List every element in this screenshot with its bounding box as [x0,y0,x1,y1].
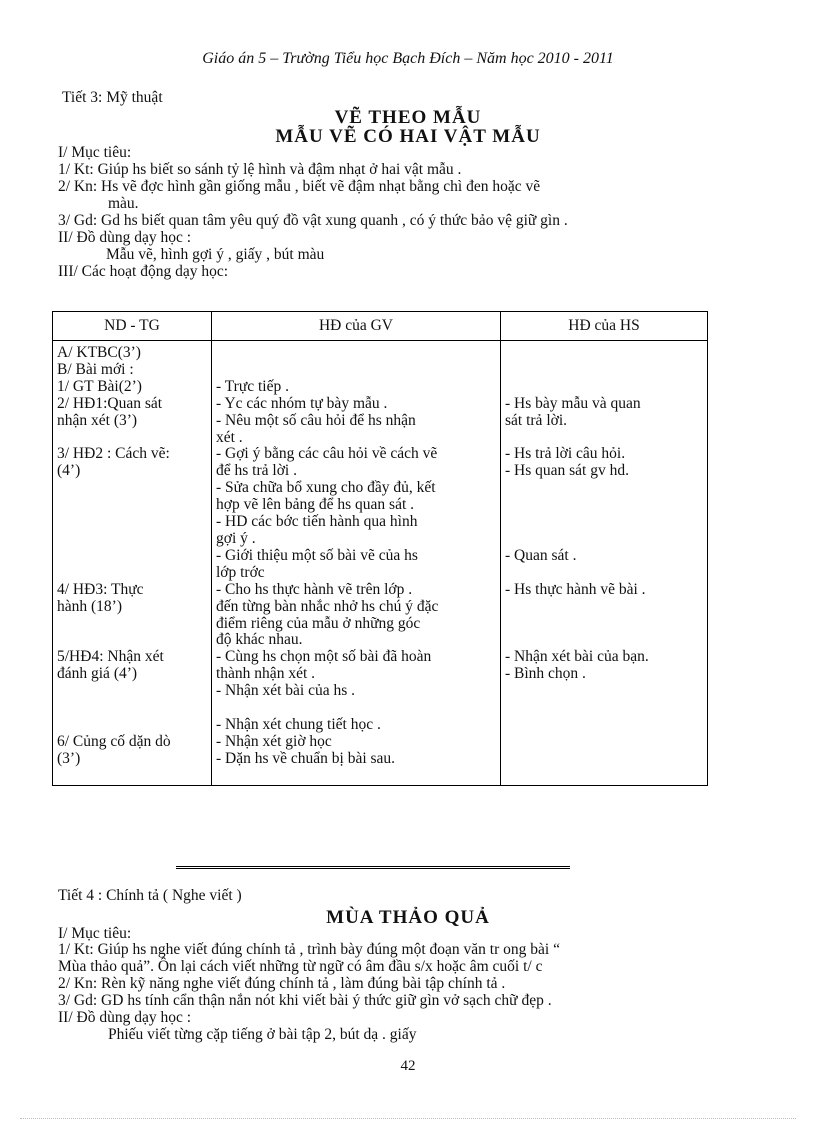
lesson2-materials-list: Phiếu viết từng cặp tiếng ở bài tập 2, bút dạ . giấy [108,1026,417,1043]
blank-line [57,497,207,514]
table-cell-line: - Cho hs thực hành vẽ trên lớp . [216,580,413,598]
blank-line [505,514,703,531]
table-cell-line: - Bình chọn . [505,665,586,683]
table-cell-line: 6/ Củng cố dặn dò [57,732,171,750]
lesson2-objective-knowledge-cont: Mùa thảo quả”. Ôn lại cách viết những từ ngữ có âm đầu s/x hoặc âm cuối t/ c [58,958,543,975]
table-cell-line: để hs trả lời . [216,462,297,480]
table-cell-line: - Hs thực hành vẽ bài . [505,580,646,598]
table-cell-line: xét . [216,428,243,446]
lesson2-period: Tiết 4 : Chính tả ( Nghe viết ) [58,887,242,904]
table-cell-line: B/ Bài mới : [57,360,134,378]
lesson-plan-table [52,311,708,786]
page-bottom-edge [20,1118,796,1119]
lesson2-title: MÙA THẢO QUẢ [326,907,490,928]
table-cell-line: đánh giá (4’) [57,665,138,683]
table-cell-line: thành nhận xét . [216,665,316,683]
table-cell-line: - Hs bày mẫu và quan [505,394,641,412]
blank-line [505,497,703,514]
blank-line [505,345,703,362]
table-cell-line: - Trực tiếp . [216,377,289,395]
blank-line [57,632,207,649]
table-cell-line: (4’) [57,462,81,480]
table-cell-line: - Hs trả lời câu hỏi. [505,445,626,463]
blank-line [505,632,703,649]
blank-line [505,480,703,497]
table-header-row [53,312,708,341]
objective-knowledge: 1/ Kt: Giúp hs biết so sánh tỷ lệ hình và đậm nhạt ở hai vật mẫu . [58,161,462,178]
materials-list: Mẫu vẽ, hình gợi ý , giấy , bút màu [106,246,325,263]
lesson2-objective-knowledge: 1/ Kt: Giúp hs nghe viết đúng chính tả , trình bày đúng một đoạn văn tr ong bài “ [58,941,560,958]
table-cell-line: - Nhận xét bài của bạn. [505,648,649,666]
blank-line [57,616,207,633]
table-cell-line: - Dặn hs về chuẩn bị bài sau. [216,749,396,767]
table-cell-line: - Quan sát . [505,546,577,564]
objective-attitude: 3/ Gd: Gd hs biết quan tâm yêu quý đồ vật xung quanh , có ý thức bảo vệ giữ gìn . [58,212,568,229]
table-cell-line: lớp trớc [216,563,265,581]
materials-heading: II/ Đồ dùng dạy học : [58,229,192,246]
lesson1-title-2: MẪU VẼ CÓ HAI VẬT MẪU [275,126,541,147]
lesson2-objective-skill: 2/ Kn: Rèn kỹ năng nghe viết đúng chính tả , làm đúng bài tập chính tả . [58,975,506,992]
blank-line [505,430,703,447]
table-cell-line: 2/ HĐ1:Quan sát [57,394,163,412]
blank-line [216,345,496,362]
lesson1-period: Tiết 3: Mỹ thuật [62,89,163,106]
table-cell-line: độ khác nhau. [216,631,303,649]
table-row [53,341,708,786]
table-header-student: HĐ của HS [501,312,708,341]
table-cell-line: 4/ HĐ3: Thực [57,580,144,598]
teacher-activity-column [212,341,501,786]
table-cell-line: - Sửa chữa bổ xung cho đầy đủ, kết [216,479,436,497]
section-divider [176,866,570,869]
lesson1-title-1: VẼ THEO MẪU [334,107,482,128]
table-cell-line: - Nhận xét giờ học [216,732,332,750]
blank-line [57,514,207,531]
student-activity-column [501,341,708,786]
table-cell-line: - Gợi ý bằng các câu hỏi về cách vẽ [216,445,438,463]
blank-line [216,362,496,379]
blank-line [216,700,496,717]
lesson2-objectives-heading: I/ Mục tiêu: [58,925,132,942]
table-cell-line: A/ KTBC(3’) [57,344,141,361]
table-header-teacher: HĐ của GV [212,312,501,341]
table-header-content-time: ND - TG [53,312,212,341]
table-cell-line: 3/ HĐ2 : Cách vẽ: [57,445,170,463]
blank-line [505,565,703,582]
table-cell-line: - Giới thiệu một số bài vẽ của hs [216,546,418,564]
blank-line [57,480,207,497]
objective-skill-cont: màu. [108,195,139,212]
blank-line [505,599,703,616]
activities-heading: III/ Các hoạt động dạy học: [58,263,229,280]
objectives-heading: I/ Mục tiêu: [58,144,132,161]
table-cell-line: 1/ GT Bài(2’) [57,377,142,395]
lesson2-materials-heading: II/ Đồ dùng dạy học : [58,1009,192,1026]
table-cell-line: đến từng bàn nhắc nhở hs chú ý đặc [216,597,439,615]
table-cell-line: hành (18’) [57,597,122,615]
blank-line [57,430,207,447]
page-number: 42 [400,1058,416,1074]
table-cell-line: 5/HĐ4: Nhận xét [57,648,164,666]
table-cell-line: nhận xét (3’) [57,411,138,429]
blank-line [505,362,703,379]
page-header: Giáo án 5 – Trường Tiểu học Bạch Đích – Năm học 2010 - 2011 [202,50,614,67]
blank-line [57,548,207,565]
table-cell-line: - Nhận xét chung tiết học . [216,715,381,733]
table-cell-line: (3’) [57,749,81,767]
blank-line [505,531,703,548]
blank-line [57,683,207,700]
table-cell-line: gợi ý . [216,529,256,547]
table-cell-line: - Cùng hs chọn một số bài đã hoàn [216,648,432,666]
table-cell-line: hợp vẽ lên bảng để hs quan sát . [216,496,415,514]
table-cell-line: - HD các bớc tiến hành qua hình [216,513,418,531]
table-cell-line: - Hs quan sát gv hd. [505,462,629,480]
blank-line [57,700,207,717]
blank-line [57,531,207,548]
table-cell-line: sát trả lời. [505,411,567,429]
content-time-column [53,341,212,786]
blank-line [505,616,703,633]
objective-skill: 2/ Kn: Hs vẽ đợc hình gần giống mẫu , biết vẽ đậm nhạt bằng chì đen hoặc vẽ [58,178,541,195]
table-cell-line: điểm riêng của mẫu ở những góc [216,614,421,632]
blank-line [57,717,207,734]
lesson2-objective-attitude: 3/ Gd: GD hs tính cẩn thận nắn nót khi viết bài ý thức giữ gìn vở sạch chữ đẹp . [58,992,552,1009]
table-cell-line: - Nhận xét bài của hs . [216,682,356,700]
table-cell-line: - Nêu một số câu hỏi để hs nhận [216,411,416,429]
blank-line [505,379,703,396]
blank-line [57,565,207,582]
table-cell-line: - Yc các nhóm tự bày mẫu . [216,394,388,412]
